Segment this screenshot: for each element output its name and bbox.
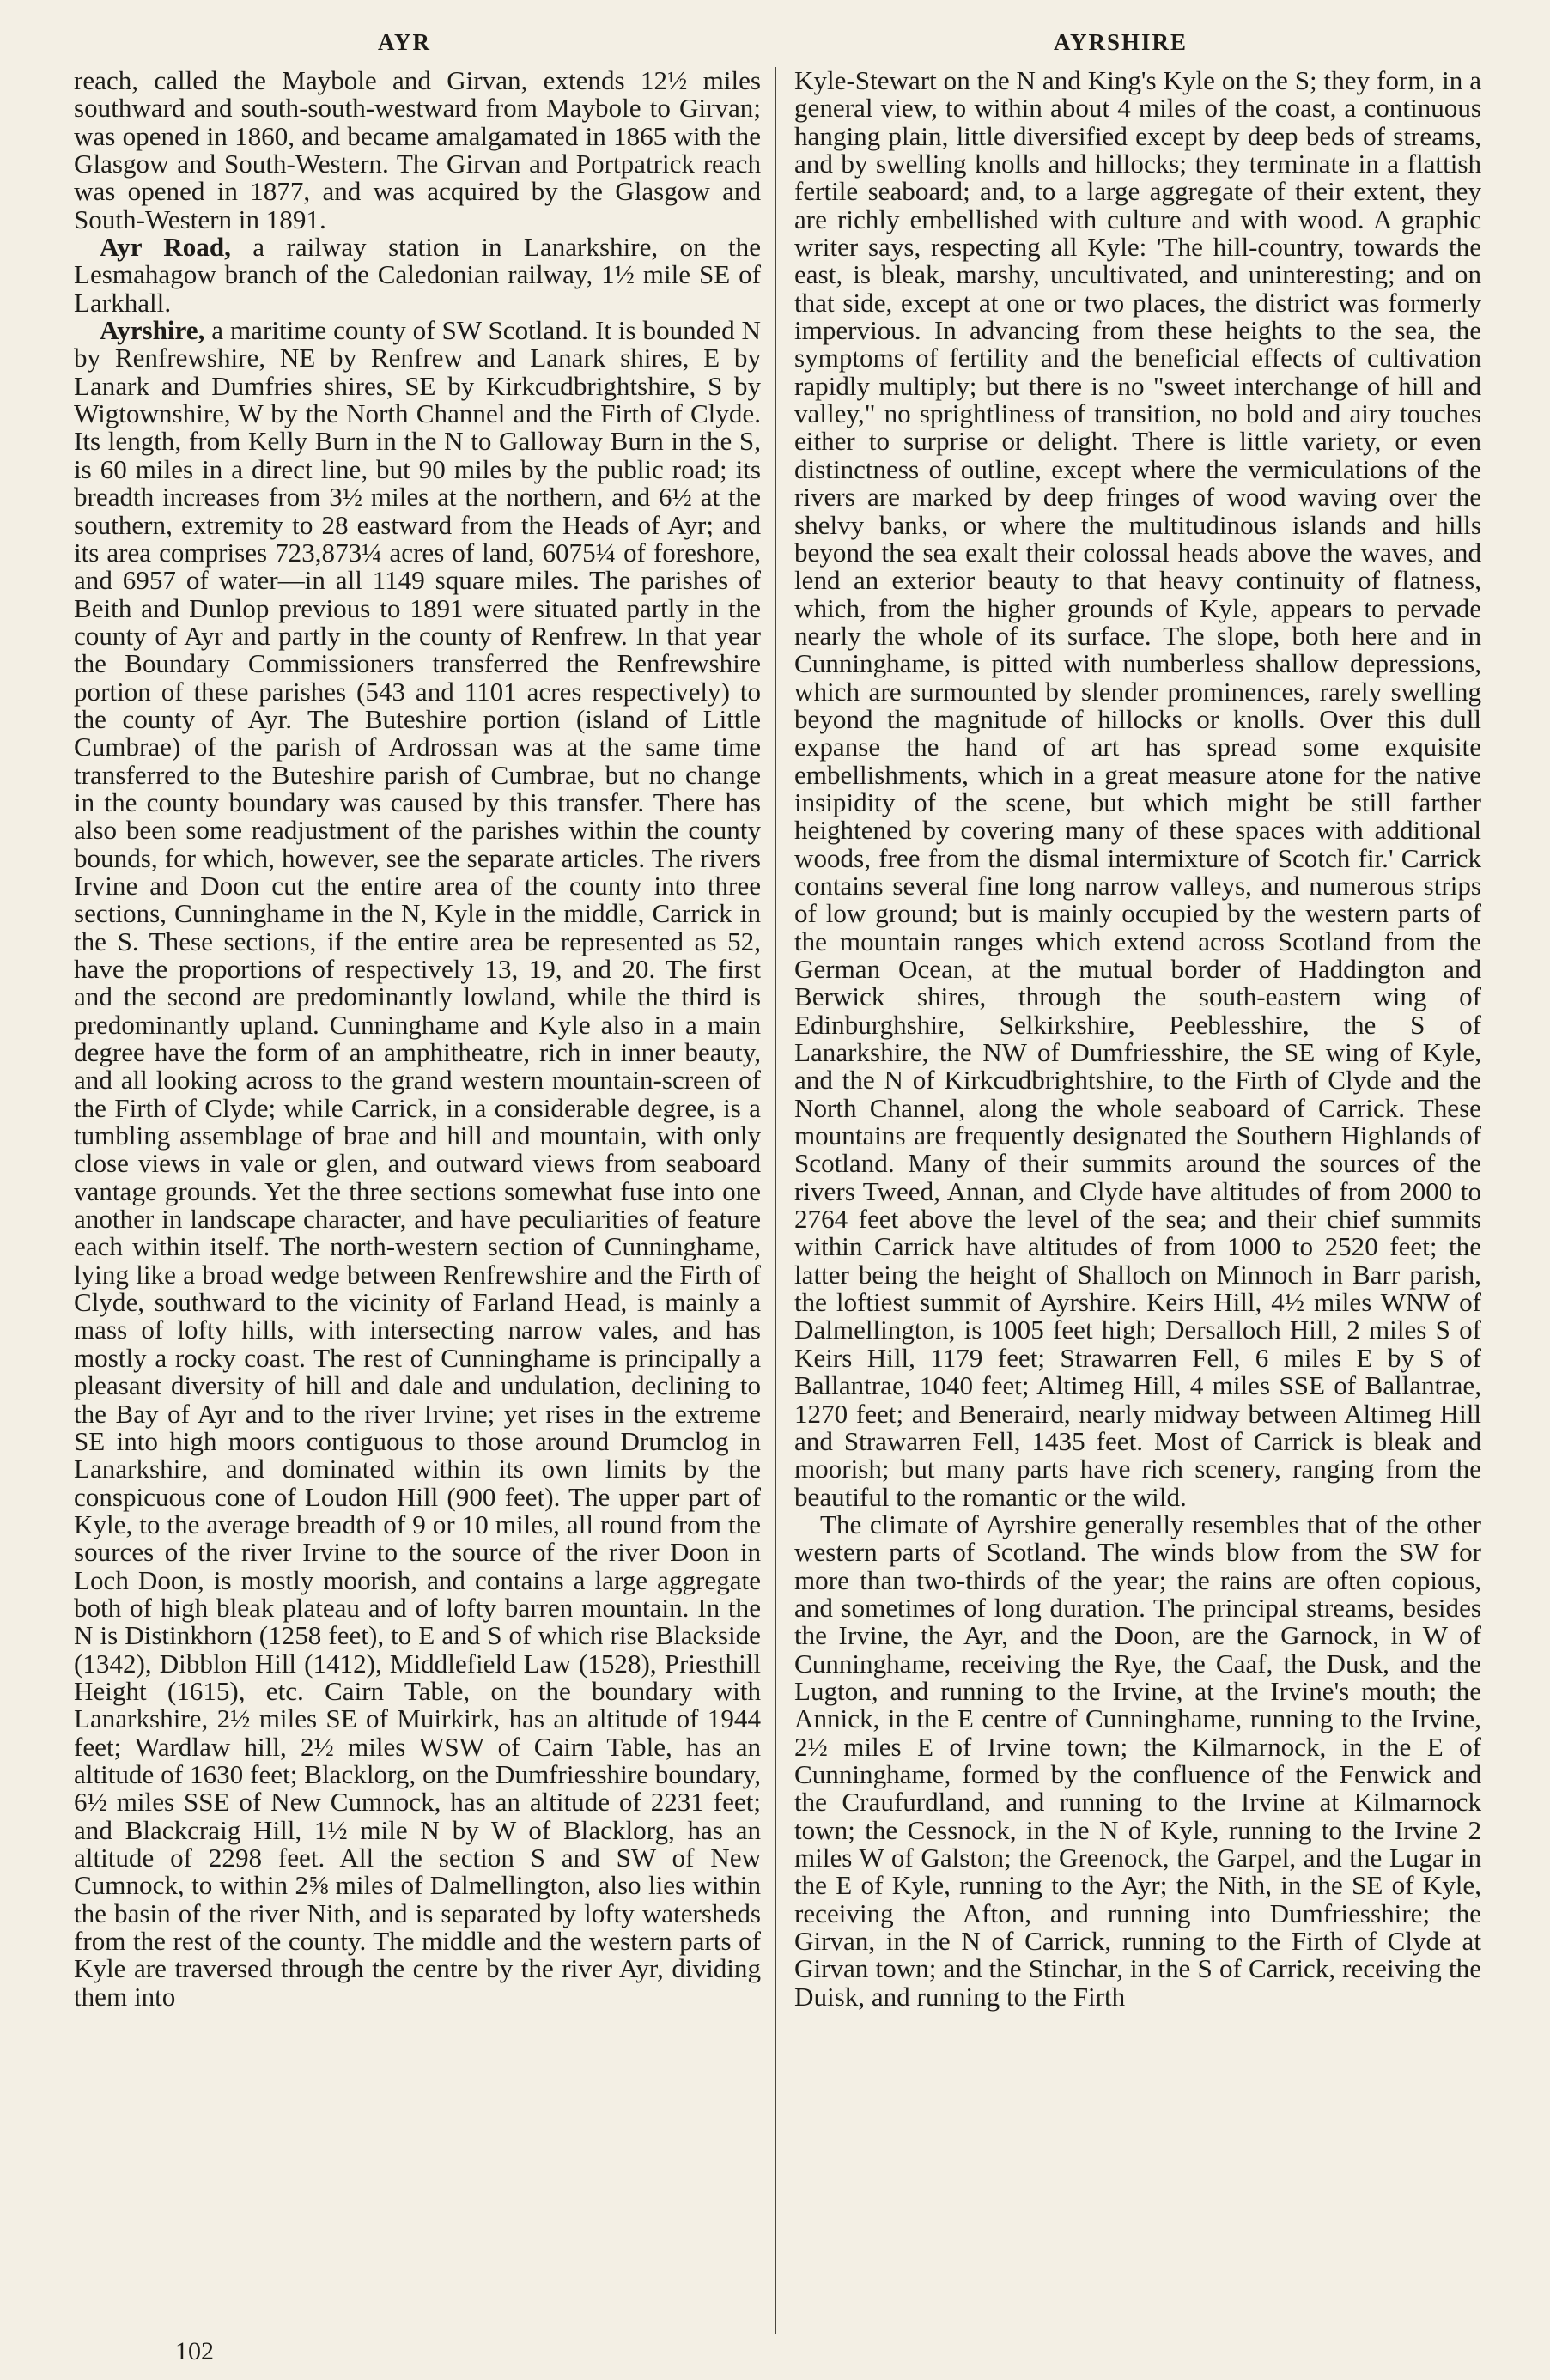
entry-headword: Ayrshire, (100, 315, 205, 346)
left-column (74, 67, 761, 2011)
entry-headword: Ayr Road, (100, 232, 231, 263)
paragraph-climate-streams: The climate of Ayrshire generally resembles that of the other western parts of Scotland. The winds blow from the SW for more than two-thirds of the year; the rains are often copious, and sometimes of long duration. The principal streams, besides the Irvine, the Ayr, and the Doon, are the Garnock, in W of Cunninghame, receiving the Rye, the Caaf, the Dusk, and the Lugton, and running to the Irvine, at the Irvine's mouth; the Annick, in the E centre of Cunninghame, running to the Irvine, 2½ miles E of Irvine town; the Kilmarnock, in the E of Cunninghame, formed by the confluence of the Fenwick and the Craufurdland, and running to the Irvine at Kilmarnock town; the Cessnock, in the N of Kyle, running to the Irvine 2 miles W of Galston; the Greenock, the Garpel, and the Lugar in the E of Kyle, running to the Ayr; the Nith, in the SE of Kyle, receiving the Afton, and running into Dumfriesshire; the Girvan, in the N of Carrick, running to the Firth of Clyde at Girvan town; and the Stinchar, in the S of Carrick, receiving the Duisk, and running to the Firth (794, 1509, 1481, 2012)
entry-body: a railway station in Lanarkshire, on the Lesmahagow branch of the Caledonian railway, 1½ mile SE of Larkhall. (74, 232, 761, 318)
right-column (794, 67, 1481, 2011)
page-number: 102 (175, 2337, 214, 2365)
paragraph-kyle-carrick: Kyle-Stewart on the N and King's Kyle on the S; they form, in a general view, to within about 4 miles of the coast, a continuous hanging plain, little diversified except by deep beds of streams, and by swelling knolls and hillocks; they terminate in a flattish fertile seaboard; and, to a large aggregate of their extent, they are richly embellished with culture and with wood. A graphic writer says, respecting all Kyle: 'The hill-country, towards the east, is bleak, marshy, uncultivated, and uninteresting; and on that side, except at one or two places, the district was formerly impervious. In advancing from these heights to the sea, the symptoms of fertility and the beneficial effects of cultivation rapidly multiply; but there is no "sweet interchange of hill and valley," no sprightliness of transition, no bold and airy touches either to surprise or delight. There is little variety, or even distinctness of outline, except where the vermiculations of the rivers are marked by deep fringes of wood waving over the shelvy banks, or where the multitudinous islands and hills beyond the sea exalt their colossal heads above the waves, and lend an exterior beauty to that heavy continuity of flatness, which, from the higher grounds of Kyle, appears to pervade nearly the whole of its surface. The slope, both here and in Cunninghame, is pitted with numberless shallow depressions, which are surmounted by slender prominences, rarely swelling beyond the magnitude of hillocks or knolls. Over this dull expanse the hand of art has spread some exquisite embellishments, which in a great measure atone for the native insipidity of the scene, but which might be still farther heightened by covering many of these spaces with additional woods, free from the dismal intermixture of Scotch fir.' Carrick contains several fine long narrow valleys, and numerous strips of low ground; but is mainly occupied by the western parts of the mountain ranges which extend across Scotland from the German Ocean, at the mutual border of Haddington and Berwick shires, through the south-eastern wing of Edinburghshire, Selkirkshire, Peeblesshire, the S of Lanarkshire, the NW of Dumfriesshire, the SE wing of Kyle, and the N of Kirkcudbrightshire, to the Firth of Clyde and the North Channel, along the whole seaboard of Carrick. These mountains are frequently designated the Southern Highlands of Scotland. Many of their summits around the sources of the rivers Tweed, Annan, and Clyde have altitudes of from 2000 to 2764 feet above the level of the sea; and their chief summits within Carrick have altitudes of from 1000 to 2520 feet; the latter being the height of Shalloch on Minnoch in Barr parish, the loftiest summit of Ayrshire. Keirs Hill, 4½ miles WNW of Dalmellington, is 1005 feet high; Dersalloch Hill, 2 miles S of Keirs Hill, 1179 feet; Strawarren Fell, 6 miles E by S of Ballantrae, 1040 feet; Altimeg Hill, 4 miles SSE of Ballantrae, 1270 feet; and Beneraird, nearly midway between Altimeg Hill and Strawarren Fell, 1435 feet. Most of Carrick is bleak and moorish; but many parts have rich scenery, ranging from the beautiful to the romantic or the wild. (794, 65, 1481, 1512)
paragraph-railway-continuation: reach, called the Maybole and Girvan, extends 12½ miles southward and south-south-westward from Maybole to Girvan; was opened in 1860, and became amalgamated in 1865 with the Glasgow and South-Western. The Girvan and Portpatrick reach was opened in 1877, and was acquired by the Glasgow and South-Western in 1891. (74, 65, 761, 234)
running-header-right: AYRSHIRE (1054, 29, 1188, 55)
column-divider (775, 67, 776, 2334)
entry-body: a maritime county of SW Scotland. It is bounded N by Renfrewshire, NE by Renfrew and Lanark shires, E by Lanark and Dumfries shires, SE by Kirkcudbrightshire, S by Wigtownshire, W by the North Channel and the Firth of Clyde. Its length, from Kelly Burn in the N to Galloway Burn in the S, is 60 miles in a direct line, but 90 miles by the public road; its breadth increases from 3½ miles at the northern, and 6½ at the southern, extremity to 28 eastward from the Heads of Ayr; and its area comprises 723,873¼ acres of land, 6075¼ of foreshore, and 6957 of water—in all 1149 square miles. The parishes of Beith and Dunlop previous to 1891 were situated partly in the county of Ayr and partly in the county of Renfrew. In that year the Boundary Commissioners transferred the Renfrewshire portion of these parishes (543 and 1101 acres respectively) to the county of Ayr. The Buteshire portion (island of Little Cumbrae) of the parish of Ardrossan was at the same time transferred to the Buteshire parish of Cumbrae, but no change in the county boundary was caused by this transfer. There has also been some readjustment of the parishes within the county bounds, for which, however, see the separate articles. The rivers Irvine and Doon cut the entire area of the county into three sections, Cunninghame in the N, Kyle in the middle, Carrick in the S. These sections, if the entire area be represented as 52, have the proportions of respectively 13, 19, and 20. The first and the second are predominantly lowland, while the third is predominantly upland. Cunninghame and Kyle also in a main degree have the form of an amphitheatre, rich in inner beauty, and all looking across to the grand western mountain-screen of the Firth of Clyde; while Carrick, in a considerable degree, is a tumbling assemblage of brae and hill and mountain, with only close views in vale or glen, and outward views from seaboard vantage grounds. Yet the three sections somewhat fuse into one another in landscape character, and have peculiarities of feature each within itself. The north-western section of Cunninghame, lying like a broad wedge between Renfrewshire and the Firth of Clyde, southward to the vicinity of Farland Head, is mainly a mass of lofty hills, with intersecting narrow vales, and has mostly a rocky coast. The rest of Cunninghame is principally a pleasant diversity of hill and dale and undulation, declining to the Bay of Ayr and to the river Irvine; yet rises in the extreme SE into high moors contiguous to those around Drumclog in Lanarkshire, and dominated within its own limits by the conspicuous cone of Loudon Hill (900 feet). The upper part of Kyle, to the average breadth of 9 or 10 miles, all round from the sources of the river Irvine to the source of the river Doon in Loch Doon, is mostly moorish, and contains a large aggregate both of high bleak plateau and of lofty barren mountain. In the N is Distinkhorn (1258 feet), to E and S of which rise Blackside (1342), Dibblon Hill (1412), Middlefield Law (1528), Priesthill Height (1615), etc. Cairn Table, on the boundary with Lanarkshire, 2½ miles SE of Muirkirk, has an altitude of 1944 feet; Wardlaw hill, 2½ miles WSW of Cairn Table, has an altitude of 1630 feet; Blacklorg, on the Dumfriesshire boundary, 6½ miles SSE of New Cumnock, has an altitude of 2231 feet; and Blackcraig Hill, 1½ mile N by W of Blacklorg, has an altitude of 2298 feet. All the section S and SW of New Cumnock, to within 2⅝ miles of Dalmellington, also lies within the basin of the river Nith, and is separated by lofty watersheds from the rest of the county. The middle and the western parts of Kyle are traversed through the centre by the river Ayr, dividing them into (74, 315, 761, 2012)
entry-ayrshire (74, 317, 761, 2011)
entry-ayr-road (74, 234, 761, 317)
running-header-left: AYR (378, 29, 432, 55)
